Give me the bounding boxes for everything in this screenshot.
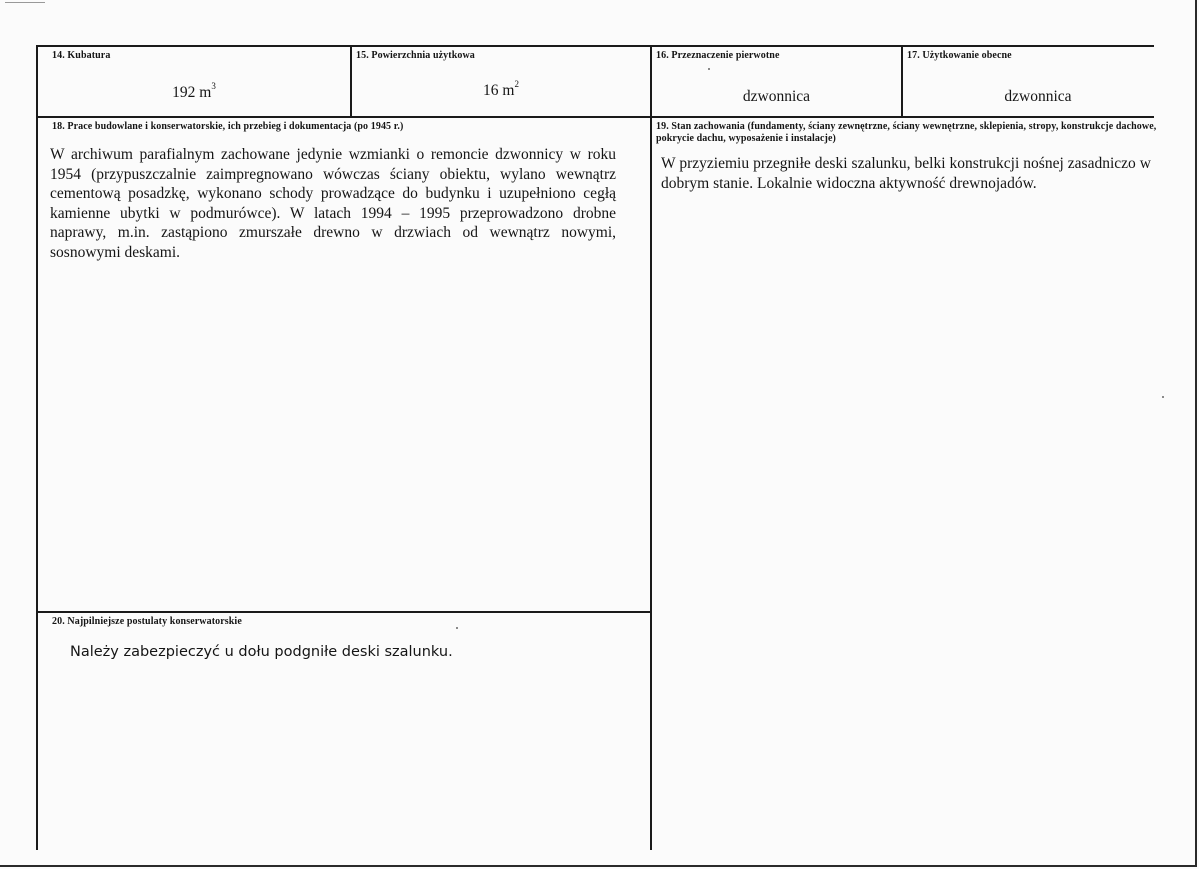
field-19-label: 19. Stan zachowania (fundamenty, ściany zewnętrzne, ściany wewnętrzne, sklepienia, stropy, konstrukcje dachowe, pokrycie dachu, wyposażenie i instalacje) — [656, 121, 1157, 144]
field-16-label: 16. Przeznaczenie pierwotne — [656, 50, 780, 61]
field-20-label: 20. Najpilniejsze postulaty konserwatorskie — [52, 616, 242, 627]
left-rule — [36, 45, 38, 850]
field-18-text: W archiwum parafialnym zachowane jedynie wzmianki o remoncie dzwonnicy w roku 1954 (przypuszczalnie zaimpregnowano wówczas ściany obiektu, wylano wewnątrz cementową posadzkę, wykonano schody prowadzące do budynku i uzupełniono cegłą kamienne ubytki w podmurówce). W latach 1994 – 1995 przeprowadzono drobne naprawy, m.in. zastąpiono zmurszałe drewno w drzwiach od wewnątrz nowymi, sosnowymi deskami. — [50, 146, 616, 261]
field-15-label: 15. Powierzchnia użytkowa — [356, 50, 475, 61]
kubatura-exponent: 3 — [211, 81, 216, 91]
scan-speck — [708, 68, 710, 70]
kubatura-value: 192 m — [172, 84, 212, 102]
field-17-label: 17. Użytkowanie obecne — [907, 50, 1012, 61]
field-18-label: 18. Prace budowlane i konserwatorskie, ich przebieg i dokumentacja (po 1945 r.) — [52, 121, 404, 132]
top-rule — [36, 45, 1154, 47]
center-divider — [650, 45, 652, 850]
powierzchnia-exponent: 2 — [514, 79, 519, 89]
divider-16-17 — [901, 45, 903, 118]
scan-speck — [1162, 396, 1164, 398]
powierzchnia-value: 16 m — [483, 82, 515, 100]
field-19-text: W przyziemiu przegniłe deski szalunku, belki konstrukcji nośnej zasadniczo w dobrym stanie. Lokalnie widoczna aktywność drewnojadów. — [661, 155, 1151, 192]
field-20-text: Należy zabezpieczyć u dołu podgniłe deski szalunku. — [70, 644, 453, 660]
scan-artifact-line — [5, 2, 45, 3]
field-20-top-rule — [36, 611, 651, 613]
field-16-value: dzwonnica — [742, 88, 811, 105]
row1-bottom-rule — [36, 116, 1154, 118]
field-15-value — [352, 81, 650, 100]
field-14-label: 14. Kubatura — [52, 50, 111, 61]
field-17-value: dzwonnica — [1004, 88, 1072, 105]
scan-speck — [456, 627, 458, 629]
field-14-value — [38, 83, 350, 102]
